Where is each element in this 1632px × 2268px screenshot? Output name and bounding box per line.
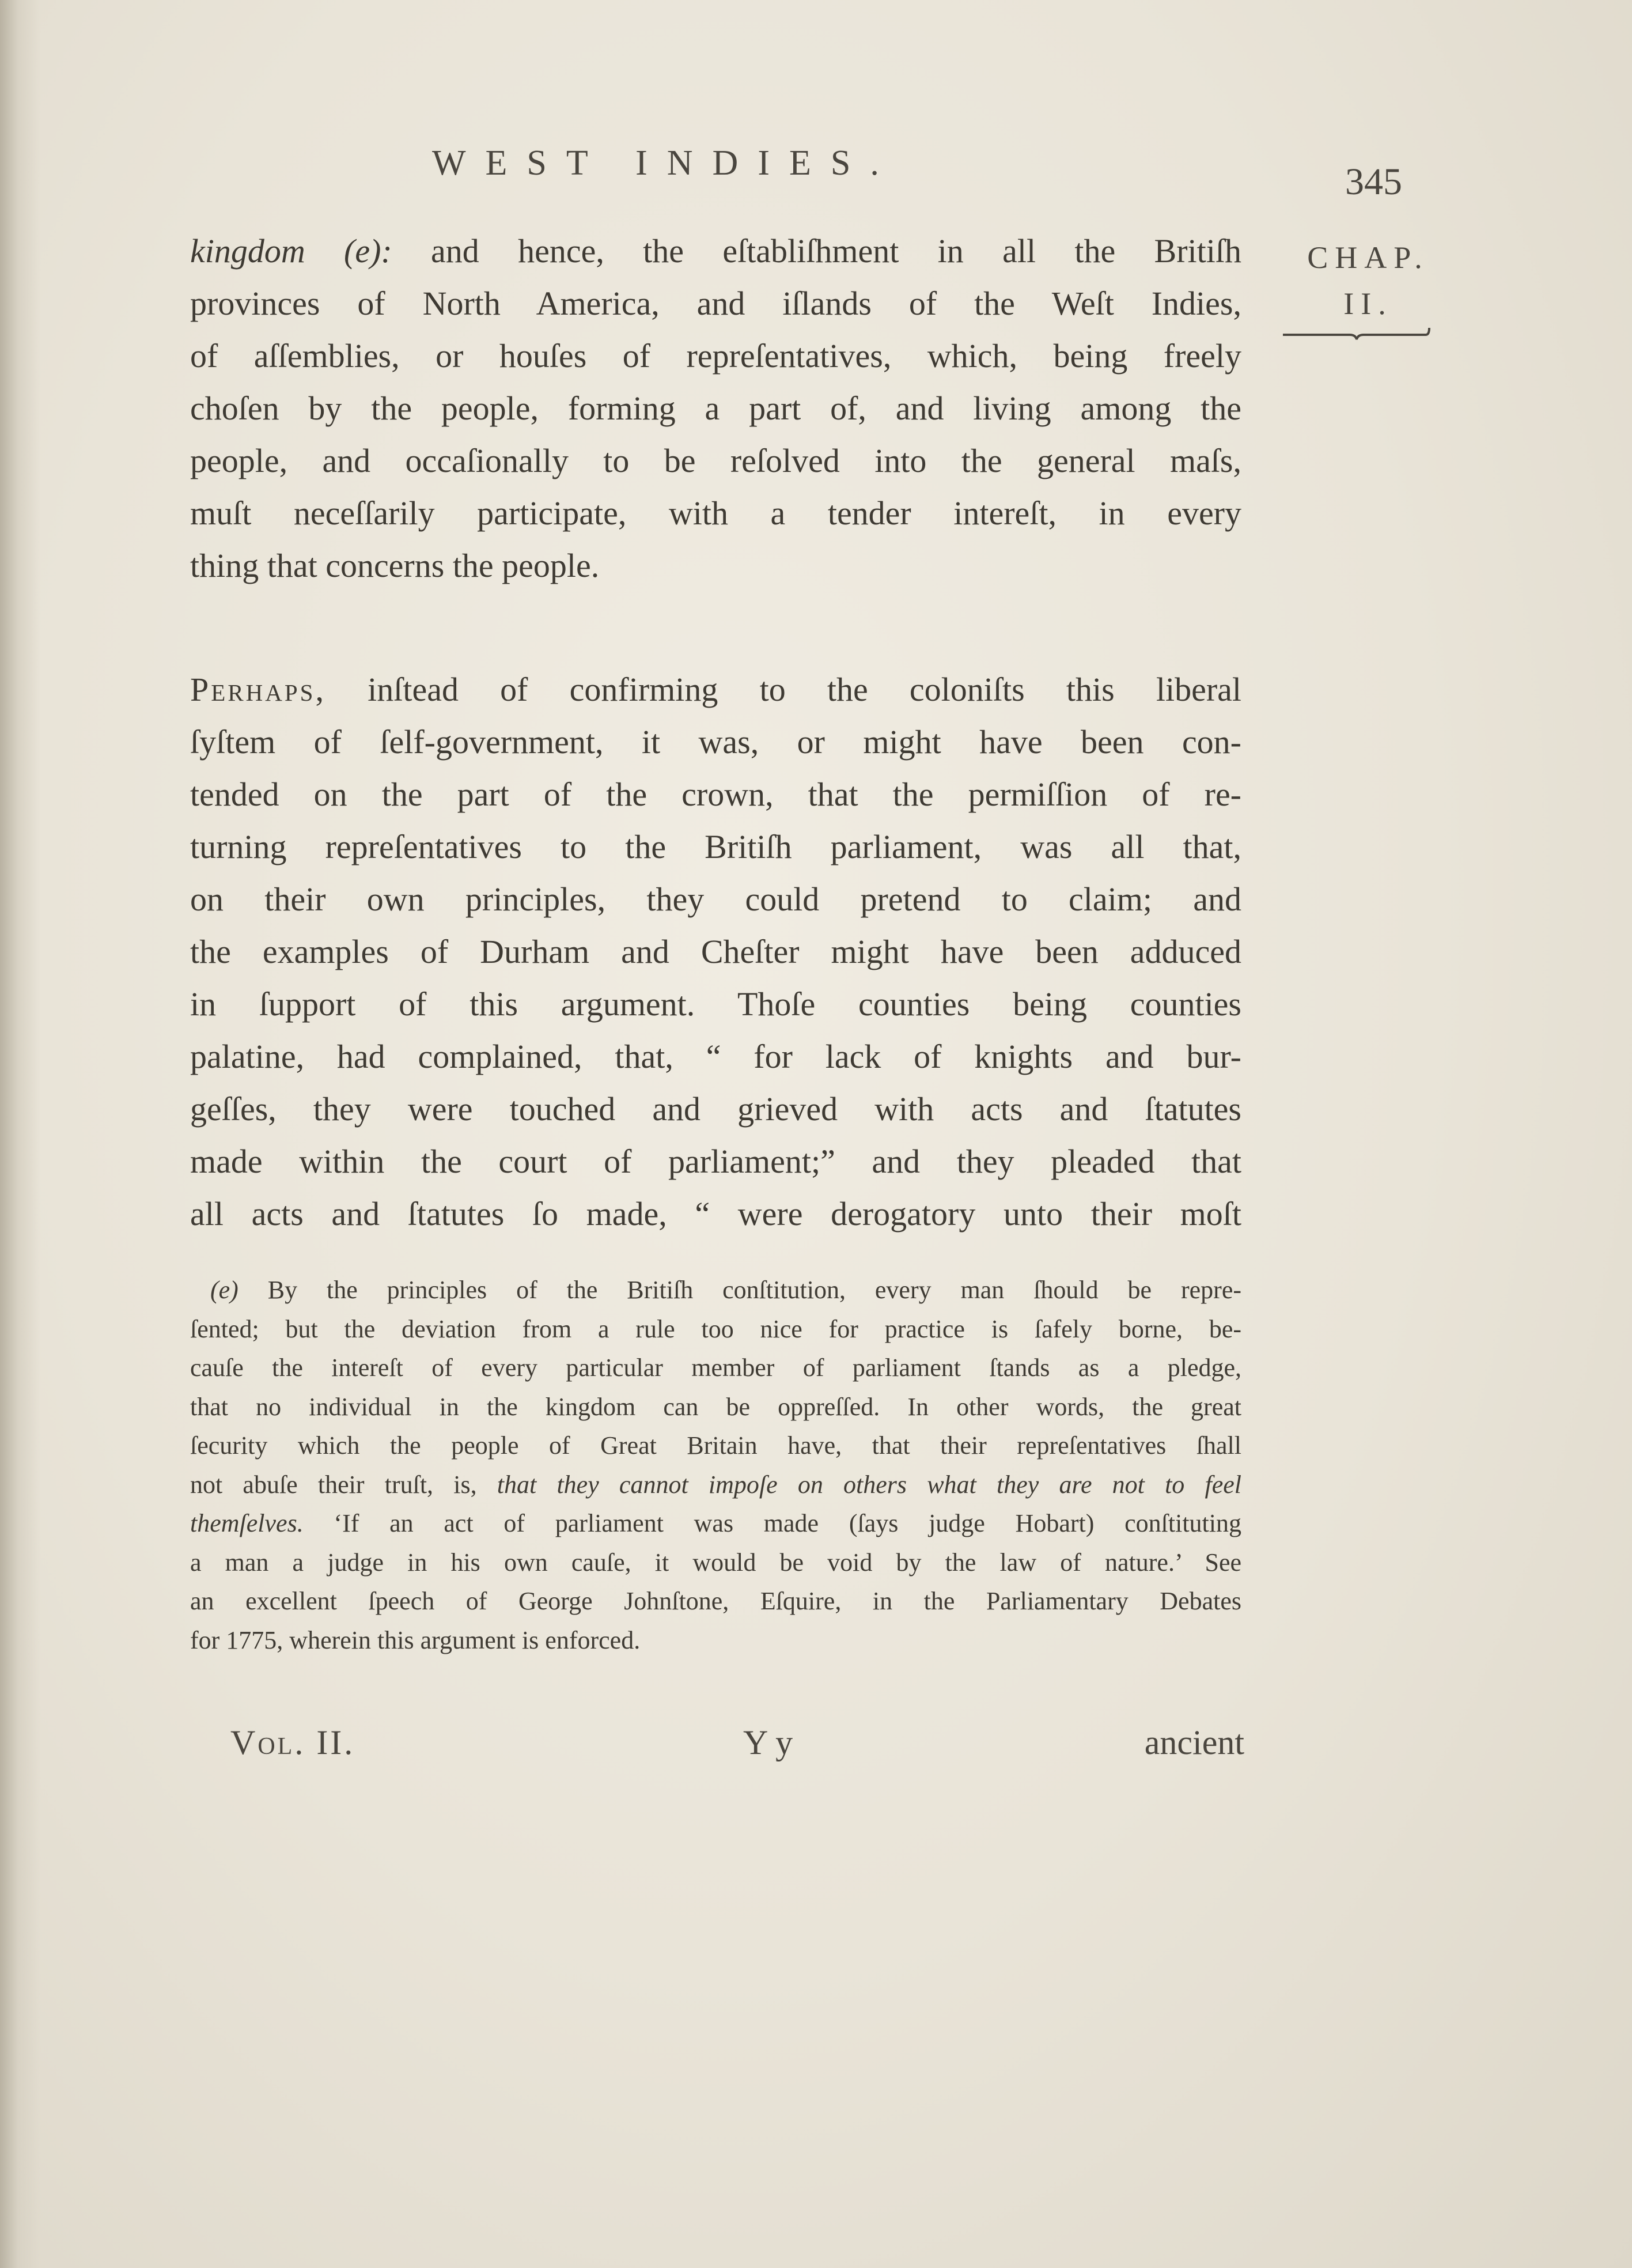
body-line-text: inſtead of confirming to the coloniſts this liberal <box>325 671 1241 708</box>
body-line: made within the court of parliament;” and they pleaded that <box>190 1143 1241 1180</box>
body-line: palatine, had complained, that, “ for lack of knights and bur- <box>190 1038 1241 1075</box>
footnote-line <box>190 1271 1241 1310</box>
body-line: geſſes, they were touched and grieved with acts and ſtatutes <box>190 1090 1241 1128</box>
footnote-marker: (e) <box>210 1276 238 1304</box>
footnote <box>190 1271 1241 1660</box>
footnote-line-text: ‘If an act of parliament was made (ſays judge Hobart) conſtituting <box>303 1509 1241 1537</box>
gutter-shadow <box>0 0 40 2268</box>
body-line: the examples of Durham and Cheſter might have been adduced <box>190 933 1241 970</box>
footnote-line: cauſe the intereſt of every particular member of parliament ſtands as a pledge, <box>190 1354 1241 1382</box>
body-line: ſyſtem of ſelf-government, it was, or might have been con- <box>190 723 1241 761</box>
body-line: thing that concerns the people. <box>190 547 600 584</box>
footnote-line: ſecurity which the people of Great Britain have, that their repreſentatives ſhall <box>190 1431 1241 1460</box>
body-line-italic: kingdom (e): <box>190 232 392 270</box>
paragraph-gap <box>190 592 1241 663</box>
page-number: 345 <box>1345 161 1402 203</box>
body-line <box>190 663 1241 716</box>
body-line: in ſupport of this argument. Thoſe counties being counties <box>190 985 1241 1023</box>
body-line: of aſſemblies, or houſes of repreſentatives, which, being freely <box>190 337 1241 375</box>
body-line <box>190 225 1241 277</box>
footnote-italic-quote: that they cannot impoſe on others what they are not to feel <box>497 1470 1242 1499</box>
footnote-line-text: not abuſe their truſt, is, <box>190 1470 497 1499</box>
footnote-line: an excellent ſpeech of George Johnſtone, Eſquire, in the Parliamentary Debates <box>190 1587 1241 1615</box>
body-line-text: and hence, the eſtabliſhment in all the Britiſh <box>392 232 1241 270</box>
volume-label: Vol. II. <box>230 1723 355 1762</box>
body-line: muſt neceſſarily participate, with a tender intereſt, in every <box>190 494 1241 532</box>
running-head: WEST INDIES. <box>432 143 899 183</box>
footnote-line: for 1775, wherein this argument is enforced. <box>190 1626 641 1654</box>
footnote-line-text: By the principles of the Britiſh conſtitution, every man ſhould be repre- <box>238 1276 1241 1304</box>
signature-mark: Y y <box>743 1723 793 1762</box>
margin-bracket-icon <box>1282 320 1432 343</box>
footnote-line: ſented; but the deviation from a rule too nice for practice is ſafely borne, be- <box>190 1314 1241 1343</box>
body-text <box>190 225 1241 1240</box>
chapter-number: II. <box>1343 286 1393 321</box>
catchword: ancient <box>1144 1723 1244 1762</box>
footnote-line <box>190 1465 1241 1505</box>
body-line: turning repreſentatives to the Britiſh parliament, was all that, <box>190 828 1241 865</box>
footnote-italic-quote: themſelves. <box>190 1509 304 1537</box>
footnote-line: a man a judge in his own cauſe, it would be void by the law of nature.’ See <box>190 1548 1241 1577</box>
paragraph-opening-word: Perhaps, <box>190 671 326 708</box>
body-line: tended on the part of the crown, that the permiſſion of re- <box>190 776 1241 813</box>
body-line: on their own principles, they could pretend to claim; and <box>190 880 1241 918</box>
body-line: choſen by the people, forming a part of, and living among the <box>190 390 1241 427</box>
body-line: people, and occaſionally to be reſolved into the general maſs, <box>190 442 1241 479</box>
body-line: provinces of North America, and iſlands of the Weſt Indies, <box>190 285 1241 322</box>
page-footer <box>230 1723 1244 1781</box>
footnote-line: that no individual in the kingdom can be oppreſſed. In other words, the great <box>190 1392 1241 1421</box>
body-line: all acts and ſtatutes ſo made, “ were derogatory unto their moſt <box>190 1195 1241 1233</box>
footnote-line <box>190 1504 1241 1543</box>
chapter-label: CHAP. <box>1307 240 1429 275</box>
